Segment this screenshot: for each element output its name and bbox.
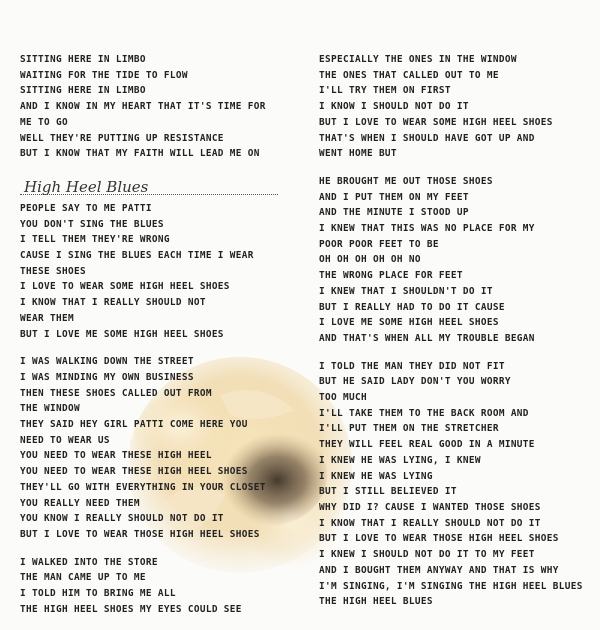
lyric-line: THE HIGH HEEL BLUES [319,596,433,608]
lyric-line: THE ONES THAT CALLED OUT TO ME [319,69,499,81]
stanza [20,555,290,618]
lyric-line: WAITING FOR THE TIDE TO FLOW [20,69,188,81]
lyric-line: OH OH OH OH OH NO [319,254,421,266]
lyric-line: AND THE MINUTE I STOOD UP [319,207,469,219]
lyric-line: BUT I LOVE TO WEAR SOME HIGH HEEL SHOES [319,116,553,128]
lyric-line: AND I PUT THEM ON MY FEET [319,191,469,203]
lyric-line: I'LL TAKE THEM TO THE BACK ROOM AND [319,407,529,419]
lyric-line: BUT I LOVE TO WEAR THOSE HIGH HEEL SHOES [319,533,559,545]
lyric-line: YOU KNOW I REALLY SHOULD NOT DO IT [20,513,224,525]
lyric-line: I'M SINGING, I'M SINGING THE HIGH HEEL BLUES [319,580,583,592]
lyric-line: AND I BOUGHT THEM ANYWAY AND THAT IS WHY [319,564,559,576]
right-lyrics-column [319,52,589,622]
lyric-line: BUT I KNOW THAT MY FAITH WILL LEAD ME ON [20,148,260,160]
lyric-line: AND I KNOW IN MY HEART THAT IT'S TIME FOR [20,101,266,113]
lyric-line: I'LL TRY THEM ON FIRST [319,85,451,97]
lyric-line: I WALKED INTO THE STORE [20,556,158,568]
stanza [20,354,290,542]
stanza [319,359,589,610]
lyric-line: I KNOW THAT I REALLY SHOULD NOT DO IT [319,517,541,529]
lyric-line: I TOLD HIM TO BRING ME ALL [20,588,176,600]
lyric-line: AND THAT'S WHEN ALL MY TROUBLE BEGAN [319,332,535,344]
lyric-line: SITTING HERE IN LIMBO [20,54,146,65]
lyric-line: I KNEW THAT THIS WAS NO PLACE FOR MY [319,223,535,235]
lyric-line: I KNOW THAT I REALLY SHOULD NOT [20,297,206,309]
lyric-line: YOU NEED TO WEAR THESE HIGH HEEL [20,450,212,462]
lyric-line: WENT HOME BUT [319,148,397,160]
left-lyrics-column [20,52,290,630]
lyric-line: THE WRONG PLACE FOR FEET [319,270,463,282]
lyric-line: WELL THEY'RE PUTTING UP RESISTANCE [20,132,224,144]
lyric-line: I TOLD THE MAN THEY DID NOT FIT [319,360,505,372]
lyric-line: POOR POOR FEET TO BE [319,238,439,250]
lyric-line: THAT'S WHEN I SHOULD HAVE GOT UP AND [319,132,535,144]
lyric-line: I TELL THEM THEY'RE WRONG [20,234,170,246]
lyric-line: THEY'LL GO WITH EVERYTHING IN YOUR CLOSET [20,481,266,493]
stanza [20,201,290,342]
lyric-line: THEY WILL FEEL REAL GOOD IN A MINUTE [319,439,535,451]
lyric-line: I LOVE ME SOME HIGH HEEL SHOES [319,317,499,329]
lyric-line: I KNOW I SHOULD NOT DO IT [319,101,469,113]
lyric-line: WEAR THEM [20,312,74,324]
lyric-line: ESPECIALLY THE ONES IN THE WINDOW [319,54,517,65]
lyric-line: HE BROUGHT ME OUT THOSE SHOES [319,175,493,187]
lyric-line: CAUSE I SING THE BLUES EACH TIME I WEAR [20,250,254,262]
lyric-line: I WAS MINDING MY OWN BUSINESS [20,371,194,383]
lyric-line: THEN THESE SHOES CALLED OUT FROM [20,387,212,399]
lyric-line: I KNEW THAT I SHOULDN'T DO IT [319,285,493,297]
song-title: High Heel Blues [24,177,149,196]
lyric-line: BUT I REALLY HAD TO DO IT CAUSE [319,301,505,313]
lyric-line: THE MAN CAME UP TO ME [20,572,146,584]
lyric-line: BUT I LOVE TO WEAR THOSE HIGH HEEL SHOES [20,528,260,540]
lyric-line: I KNEW I SHOULD NOT DO IT TO MY FEET [319,549,535,561]
lyric-line: NEED TO WEAR US [20,434,110,446]
lyric-line: THE WINDOW [20,403,80,415]
lyric-line: BUT HE SAID LADY DON'T YOU WORRY [319,376,511,388]
lyric-line: ME TO GO [20,116,68,128]
stanza [20,52,290,162]
lyric-line: THESE SHOES [20,265,86,277]
lyric-line: WHY DID I? CAUSE I WANTED THOSE SHOES [319,501,541,513]
stanza [319,52,589,162]
lyric-line: YOU REALLY NEED THEM [20,497,140,509]
lyric-line: THE HIGH HEEL SHOES MY EYES COULD SEE [20,603,242,615]
lyric-line: I WAS WALKING DOWN THE STREET [20,356,194,368]
lyric-line: THEY SAID HEY GIRL PATTI COME HERE YOU [20,419,248,431]
lyric-line: I KNEW HE WAS LYING, I KNEW [319,454,481,466]
lyric-line: I'LL PUT THEM ON THE STRETCHER [319,423,499,435]
lyric-line: SITTING HERE IN LIMBO [20,85,146,97]
lyric-line: I KNEW HE WAS LYING [319,470,433,482]
lyric-line: YOU DON'T SING THE BLUES [20,218,164,230]
lyric-line: PEOPLE SAY TO ME PATTI [20,202,152,214]
lyric-line: TOO MUCH [319,392,367,404]
lyric-line: BUT I LOVE ME SOME HIGH HEEL SHOES [20,328,224,340]
lyric-line: BUT I STILL BELIEVED IT [319,486,457,498]
lyric-line: I LOVE TO WEAR SOME HIGH HEEL SHOES [20,281,230,293]
stanza [319,174,589,347]
lyric-line: YOU NEED TO WEAR THESE HIGH HEEL SHOES [20,466,248,478]
